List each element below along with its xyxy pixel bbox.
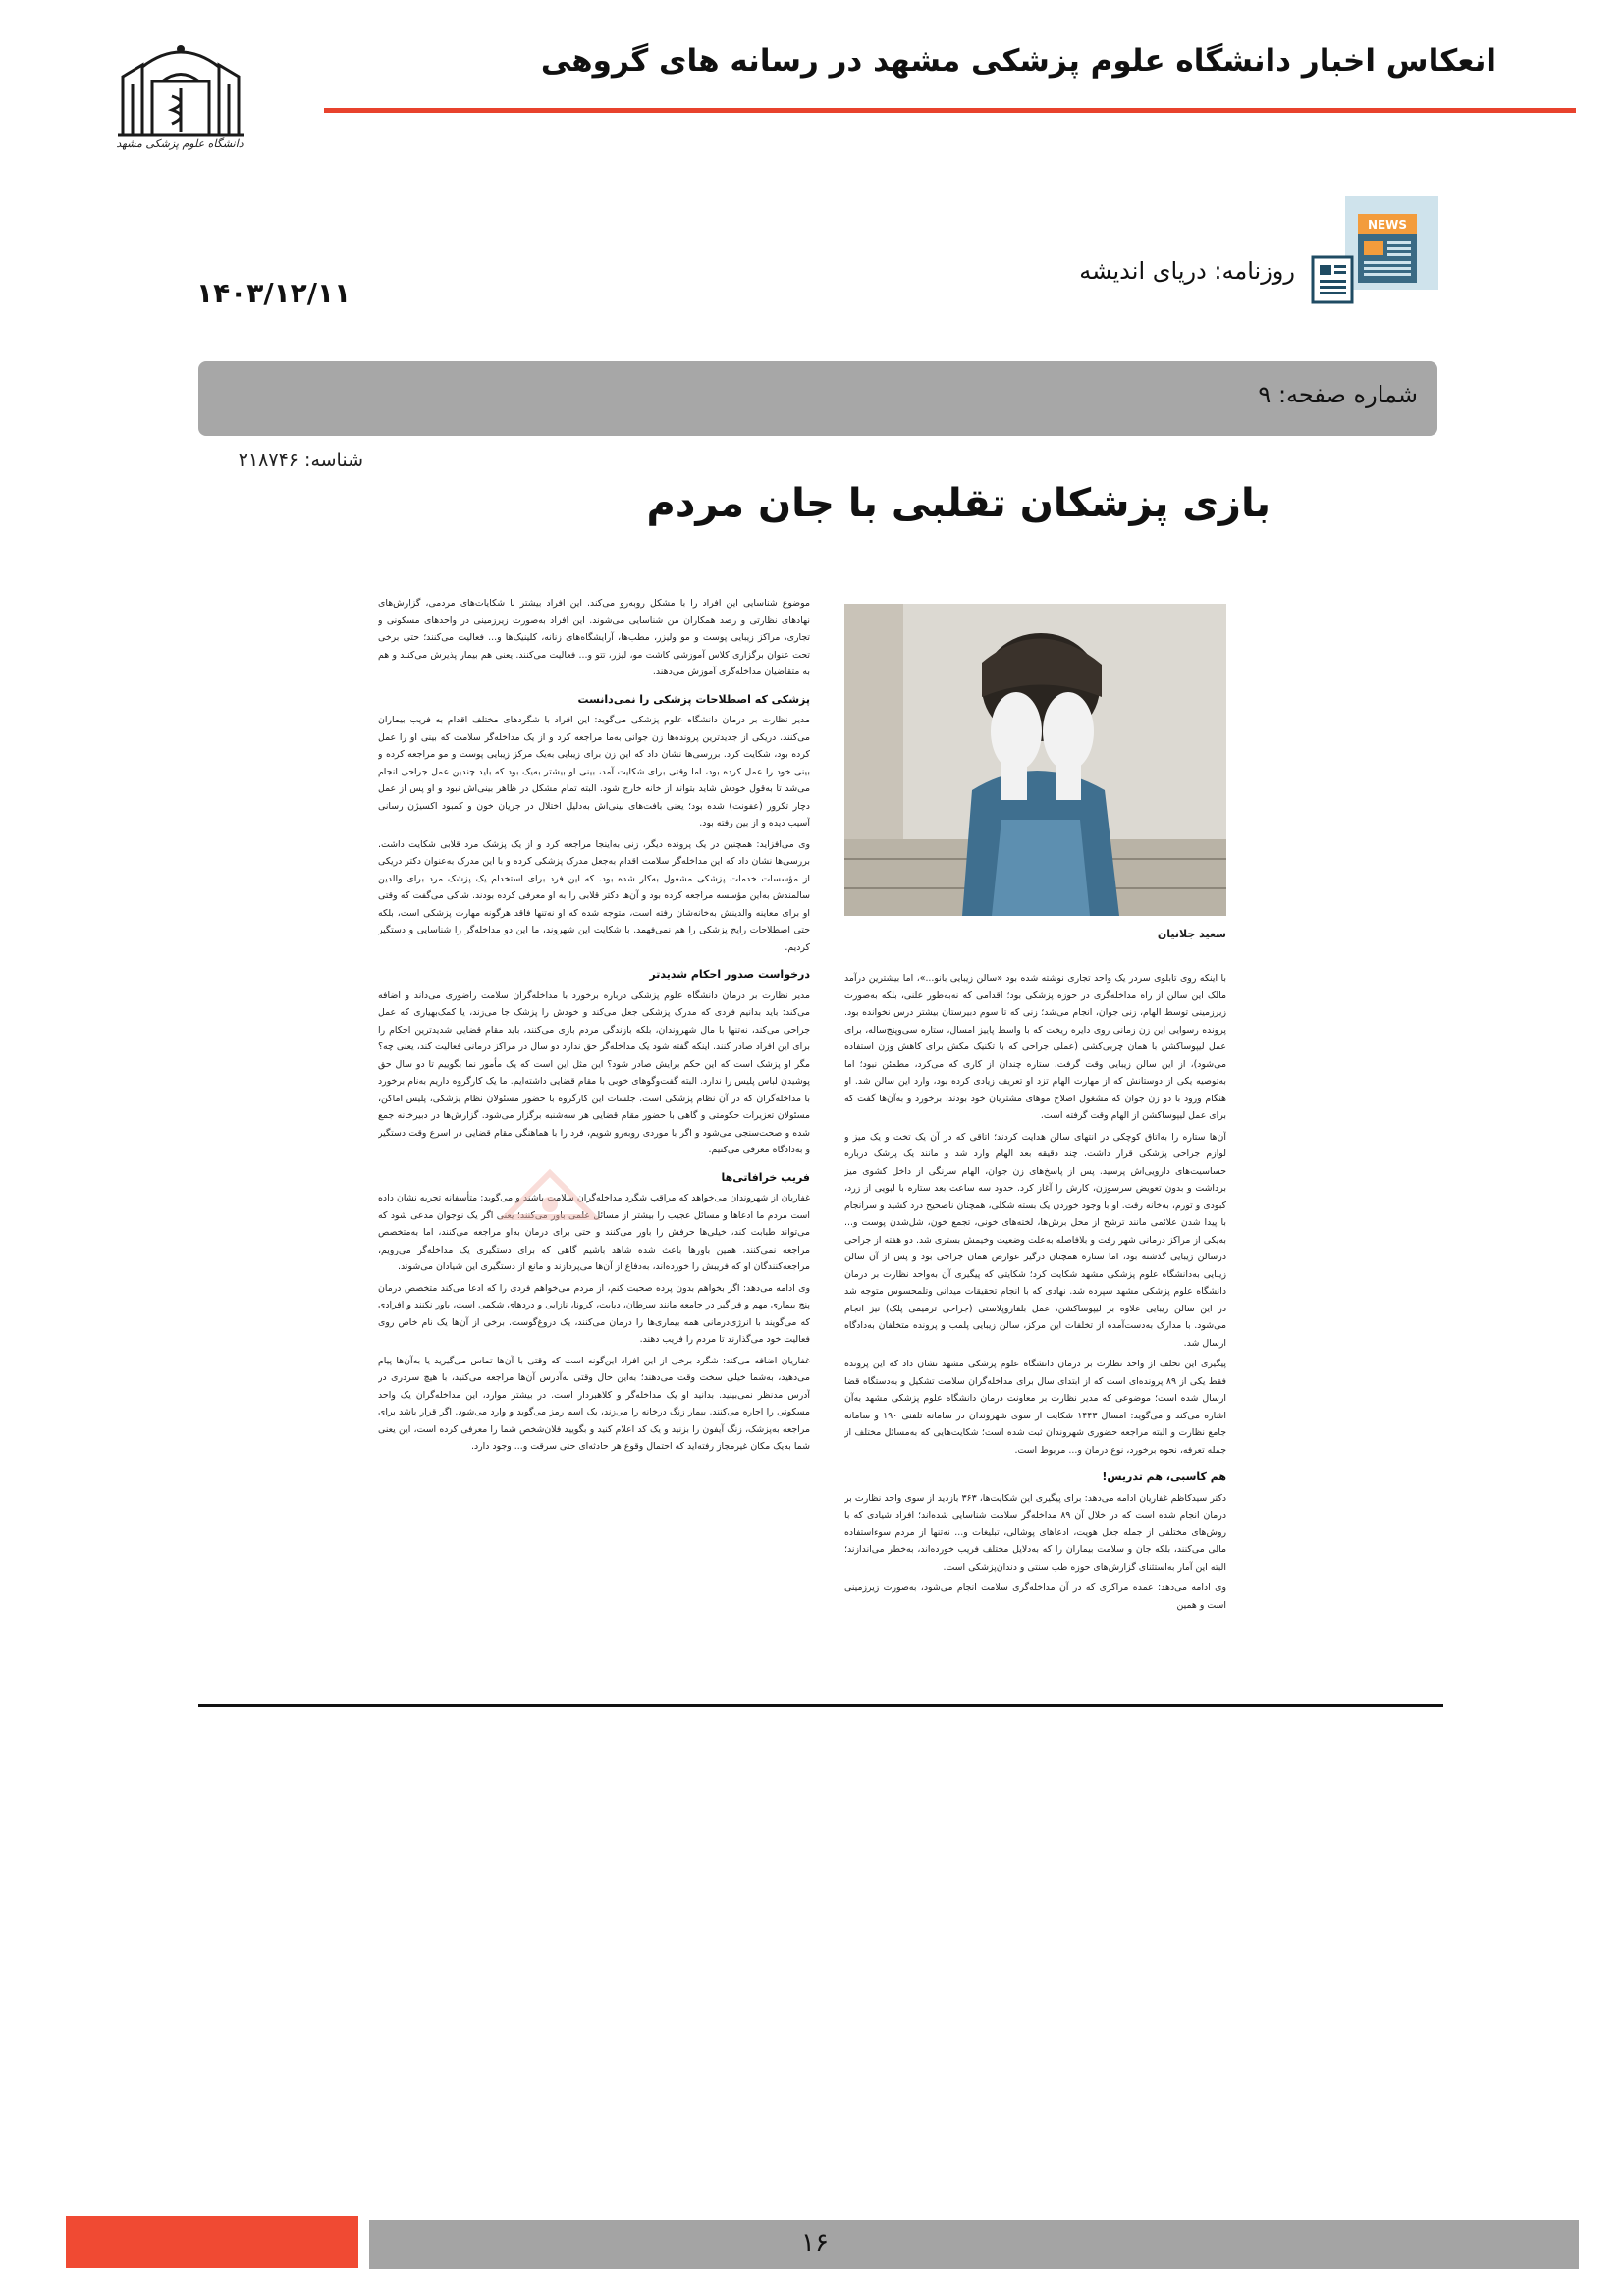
logo-caption: دانشگاه علوم پزشکی مشهد	[116, 137, 244, 150]
header-rule	[324, 108, 1576, 113]
right-paragraph-5: وی ادامه می‌دهد: عمده مراکزی که در آن مداخله‌گری سلامت انجام می‌شود، به‌صورت زیرزمینی است و همین	[844, 1582, 1226, 1611]
article-identifier: شناسه: ۲۱۸۷۴۶	[238, 450, 363, 471]
page-number-label: شماره صفحه: ۹	[1258, 381, 1418, 408]
article-photo	[844, 604, 1226, 916]
left-heading-3: فریب خرافاتی‌ها	[721, 1170, 810, 1184]
right-paragraph-3: پیگیری این تخلف از واحد نظارت بر درمان دانشگاه علوم پزشکی مشهد نشان داد که این پرونده فقط یکی از ۸۹ پرونده‌ای است که از ابتدای سال برای مداخله‌گران سلامت تشکیل و به‌دستگاه قضا ارسال شده است؛ موضوعی که مدیر نظارت بر معاونت درمان دانشگاه علوم پزشکی مشهد به‌آن اشاره می‌کند و می‌گوید: امسال ۱۴۴۳ شکایت از سوی شهروندان در سامانه تلفنی ۱۹۰ و سامانه جامع نظارت و البته مراجعه حضوری شهروندان ثبت شده است؛ شکایت‌هایی که به‌مسائل مختلف از جمله تعرفه، نحوه برخورد، نوع درمان و... مربوط است.	[844, 1359, 1226, 1456]
newspaper-icon	[1311, 196, 1438, 309]
page-header-title: انعکاس اخبار دانشگاه علوم پزشکی مشهد در رسانه های گروهی	[540, 43, 1496, 79]
publish-date: ۱۴۰۳/۱۲/۱۱	[196, 277, 352, 309]
left-paragraph-1: مدیر نظارت بر درمان دانشگاه علوم پزشکی می‌گوید: این افراد با شگردهای مختلف اقدام به فریب بیماران می‌کنند. دریکی از جدیدترین پرونده‌ها زن جوانی به‌ما مراجعه کرد و از یک مداخله‌گر سلامت که بینی او را عمل کرده بود، شکایت کرد. بررسی‌ها نشان داد که این زن برای زیبایی به‌یک مرکز زیبایی پوست و مو مراجعه کرده و بینی خود را عمل کرده بود، اما وقتی برای شکایت آمد، بینی او بیشتر به‌یک بود که باید چندین عمل جراحی انجام می‌شد تا به‌قول خودش شاید بتواند از خانه خارج شود. البته تمام مشکل در ظاهر بینی‌اش نبود و او پس از عمل دچار تکرور (عفونت) شده بود؛ یعنی بافت‌های بینی‌اش به‌دلیل اختلال در جریان خون و کمبود اکسیژن رسانی آسیب دیده و از بین رفته بود.	[378, 715, 810, 828]
footer-red-bar	[66, 2216, 358, 2268]
left-paragraph-4: غفاریان از شهروندان می‌خواهد که مراقب شگرد مداخله‌گران سلامت باشند و می‌گوید: متأسفانه تجربه نشان داده است مردم ما ادعاها و مسائل عجیب را بیشتر از مسائل علمی باور می‌کنند؛ یعنی اگر یک نوجوان مدعی شود که می‌تواند طبابت کند، خیلی‌ها حرفش را باور می‌کنند و حتی برای درمان به‌او مراجعه می‌کنند، اما به‌متخصص مراجعه نمی‌کنند. همین باورها باعث شده شاهد باشیم گاهی که برای دستگیری یک مداخله‌گر می‌رویم، مراجعه‌کنندگان او که فریبش را خورده‌اند، به‌دفاع از آن‌ها می‌پردازند و مانع از دستگیری این شیادان می‌شوند.	[378, 1193, 810, 1272]
page-number: ۱۶	[801, 2228, 829, 2258]
article-headline: بازی پزشکان تقلبی با جان مردم	[646, 481, 1271, 526]
left-paragraph-3: مدیر نظارت بر درمان دانشگاه علوم پزشکی درباره برخورد با مداخله‌گران سلامت راضوری می‌داند و اضافه می‌کند: باید بدانیم فردی که مدرک پزشکی جعل می‌کند و خودش را پزشک جا می‌زند، یا کمک‌بهیاری که عمل جراحی می‌کند، نه‌تنها با مال شهروندان، بلکه بازندگی مردم بازی می‌کنند، باید مقام قضایی شدیدترین احکام را برای این افراد صادر کنند. اینکه گفته شود یک مداخله‌گر حق ندارد دو سال در مراکز درمانی فعالیت کند، یعنی چه؟ مگر او پزشک است که این حکم برایش صادر شود؟ این مثل این است که یک مأمور نما بگوییم تا دو سال حق پوشیدن لباس پلیس را ندارد. البته گفت‌وگوهای خوبی با مقام قضایی داشته‌ایم. ما یک کارگروه داریم به‌نام برخورد با مداخله‌گران که در آن نظام پزشکی است. جلسات این کارگروه با حضور مسئولان نظام پزشکی، پلیس اماکن، مسئولان تعزیرات حکومتی و گاهی با حضور مقام قضایی هر سه‌شنبه برگزار می‌شود. گزارش‌ها در دبیرخانه جمع شده و صحت‌سنجی می‌شود و اگر با موردی روبه‌رو شویم، فرد را با هماهنگی مقام قضایی در اسرع وقت دستگیر و به‌دادگاه معرفی می‌کنیم.	[378, 989, 810, 1155]
footer-gray-bar	[369, 2220, 1579, 2269]
article-bottom-rule	[198, 1704, 1443, 1707]
page-number-bar	[198, 361, 1437, 436]
left-heading-1: پزشکی که اصطلاحات پزشکی را نمی‌دانست	[577, 692, 810, 706]
university-logo	[113, 37, 248, 175]
university-emblem-icon	[113, 37, 248, 140]
right-paragraph-4: دکتر سیدکاظم غفاریان ادامه می‌دهد: برای پیگیری این شکایت‌ها، ۳۶۳ بازدید از سوی واحد نظارت بر درمان انجام شده است که در خلال آن ۸۹ مداخله‌گر سلامت شناسایی شده‌اند؛ افراد شیادی که با روش‌های مختلفی از جمله جعل هویت، ادعاهای پوشالی، تبلیغات و... نه‌تنها از مردم سوءاستفاده مالی می‌کنند، بلکه جان و سلامت بیماران را که به‌دلایل مختلف فریب خورده‌اند، به‌خطر می‌اندازند؛ البته این آمار به‌استثنای گزارش‌های حوزه طب سنتی و دندان‌پزشکی است.	[844, 1492, 1226, 1573]
right-paragraph-1: با اینکه روی تابلوی سردر یک واحد تجاری نوشته شده بود «سالن زیبایی بانو...»، اما بیشترین درآمد مالک این سالن از راه مداخله‌گری در حوزه پزشکی بود؛ اقدامی که نه‌به‌طور علنی، بلکه به‌صورت زیرزمینی توسط الهام، زنی جوان، انجام می‌شد؛ زنی که تا سوم دبیرستان بیشتر درس نخوانده بود. پرونده رسوایی این زن زمانی روی دایره ریخت که با واسط پاییز امسال، ستاره سی‌وپنج‌ساله، برای عمل لیپوساکشن با همان چربی‌کشی (عملی جراحی که با تکنیک مکش برای کاهش وزن استفاده می‌شود)، از این سالن زیبایی وقت گرفت. ستاره چندان از کاری که می‌کرد، مطمئن نبود؛ اما به‌توصیه یکی از دوستانش که از مهارت الهام تزد او تعریف زیادی کرده بود، وارد این سالن شد. او هنگام ورود با دو زن جوان که مشغول اصلاح موهای مشتریان خود بودند، برخورد و به‌آن‌ها گفت که برای عمل لیپوساکشن از الهام وقت گرفته است.	[844, 973, 1226, 1121]
left-paragraph-5: وی ادامه می‌دهد: اگر بخواهم بدون پرده صحبت کنم، از مردم می‌خواهم فردی را که ادعا می‌کند متخصص درمان پنج بیماری مهم و فراگیر در جامعه مانند سرطان، دیابت، کرونا، نازایی و دردهای شکمی است، باور نکنند و افرادی که می‌گویند با انرژی‌درمانی همه بیماری‌ها را درمان می‌کنند، یک دروغ‌گوست. برخی از آن‌ها یک نام خاص روی فعالیت خود می‌گذارند تا مردم را فریب دهند.	[378, 1282, 810, 1345]
left-heading-2: درخواست صدور احکام شدیدتر	[649, 968, 810, 981]
photo-caption: سعید جلانیان	[1157, 928, 1226, 940]
right-heading-1: هم کاسبی، هم تدریس!	[1102, 1470, 1226, 1483]
left-paragraph-6: غفاریان اضافه می‌کند: شگرد برخی از این افراد این‌گونه است که وقتی با آن‌ها تماس می‌گیرید یا به‌آن‌ها پیام می‌دهید، به‌شما خیلی سخت وقت می‌دهند؛ به‌این حال وقتی به‌آدرس آن‌ها مراجعه می‌کنید، با هیچ سردری در آدرس مدنظر نمی‌بینید. بدانید او یک مداخله‌گر و کلاهبردار است. در بیشتر موارد، این مداخله‌گران یک واحد مسکونی را اجاره می‌کنند. بیمار زنگ درخانه را می‌زند، یک اسم رمز می‌گوید و وارد می‌شود. اگر قرار باشد برای مراجعه به‌پزشک، زنگ آیفون را بزنید و یک کد اعلام کنید و بگویید فلان‌شخص شما را معرفی کرده است، این یعنی شما به‌یک مکان غیرمجاز رفته‌اید که احتمال وقوع هر حادثه‌ای حتی سرقت و... وجود دارد.	[378, 1355, 810, 1452]
left-paragraph-2: وی می‌افزاید: همچنین در یک پرونده دیگر، زنی به‌اینجا مراجعه کرد و از یک پزشک مرد قلابی شکایت داشت. بررسی‌ها نشان داد که این مداخله‌گر سلامت اقدام به‌جعل مدرک پزشکی کرده و با این مدرک به‌عنوان دکتر دریکی از مؤسسات خدمات پزشکی مشغول به‌کار شده بود. که این فرد برای استخدام یک پزشک مرد برای والدین سالمندش به‌این مؤسسه مراجعه کرده بود و آن‌ها دکتر قلابی را به او معرفی کرده بودند. شاکی می‌گفت که وقتی او برای معاینه والدینش به‌خانه‌شان رفته است، متوجه شده که او نه‌تنها فاقد هرگونه مهارت پزشکی است، بلکه حتی اصطلاحات رایج پزشکی را هم نمی‌فهمد. با شکایت این شهروند، ما این دو مداخله‌گر را شناسایی و دستگیر کردیم.	[378, 838, 810, 953]
watermark-icon	[496, 1163, 604, 1232]
newspaper-name: روزنامه: دریای اندیشه	[1079, 257, 1295, 285]
left-intro: موضوع شناسایی این افراد را با مشکل روبه‌رو می‌کند. این افراد بیشتر با شکایات‌های مردمی، گزارش‌های نهادهای نظارتی و رصد همکاران من شناسایی می‌شوند. این افراد به‌صورت زیرزمینی در واحدهای مسکونی و تجاری، مراکز زیبایی پوست و مو ولیزر، مطب‌ها، آرایشگاه‌های زنانه، کلینیک‌ها و... فعالیت می‌کنند؛ حتی برخی تحت عنوان برگزاری کلاس آموزشی کاشت مو، لیزر، تتو و... فعالیت می‌کنند. یعنی هم بیمار پذیرش می‌کنند و هم به متقاضیان مداخله‌گری آموزش می‌دهند.	[378, 598, 810, 677]
article-right-column	[844, 970, 1226, 1647]
news-icon-text: NEWS	[1367, 218, 1408, 232]
article-left-column	[378, 595, 810, 1645]
right-paragraph-2: آن‌ها ستاره را به‌اتاق کوچکی در انتهای سالن هدایت کردند؛ اتاقی که در آن یک تخت و یک میز و لوازم جراحی پزشکی قرار داشت. چند دقیقه بعد الهام وارد شد و مانند یک پزشک درباره حساسیت‌های دارویی‌اش پرسید. پس از پاسخ‌های زن جوان، الهام سرنگی از داخل کشوی میز برداشت و بدون تعویض سرسوزن، کارش را آغاز کرد. حدود سه ساعت بعد ستاره با لبویی از زرد، کبودی و تورم، به‌خانه رفت. او با وجود خوردن یک بسته شکلی، همچنان ناصحیح درد کشید و سرانجام با پیدا شدن علائمی مانند ترشح از محل برش‌ها، لخته‌های خونی، تجمع خون، شل‌شدن پوست و... به‌یکی از مراکز درمانی شهر رفت و بلافاصله به‌علت وضعیت وخیمش بستری شد. دو هفته از جراحی درسالن زیبایی گذشته بود، اما ستاره همچنان درگیر عوارض همان جراحی بود و پس از آن سالن زیبایی به‌دانشگاه علوم پزشکی مشهد شکایت کرد؛ شکایتی که پیگیری آن به‌واحد نظارت بر درمان دانشگاه علوم پزشکی مشهد سپرده شد. نهادی که با انجام تحقیقات میدانی وتلمحسوس متوجه شد در این سالن زیبایی علاوه بر لیپوساکشن، عمل بلفاروپلاستی (جراحی ترمیمی پلک) نیز انجام می‌شود. با مدارک به‌دست‌آمده از تخلفات این مرکز، سالن زیبایی پلمب و پرونده متخلفان به‌دادگاه ارسال شد.	[844, 1131, 1226, 1349]
